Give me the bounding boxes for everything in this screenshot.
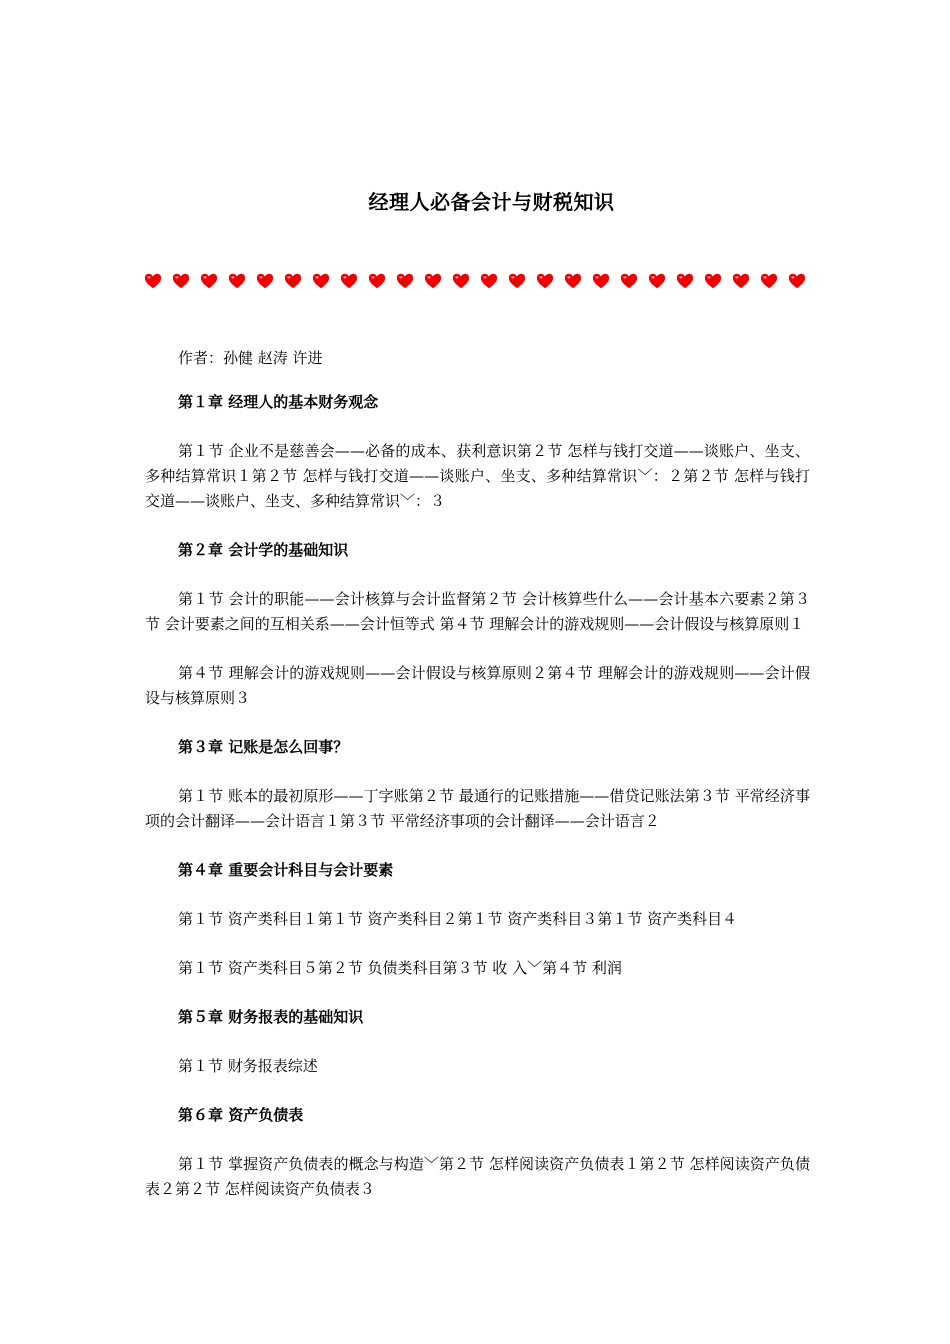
section-paragraph: 第４节 理解会计的游戏规则——会计假设与核算原则２第４节 理解会计的游戏规则——会计假设与核算原则３ [145,664,810,707]
chapter-heading: 第６章 资产负债表 [178,1106,304,1124]
heart-icon [788,272,806,290]
heart-icon [480,272,498,290]
heart-icon [732,272,750,290]
heart-icon [228,272,246,290]
chapter-heading: 第１章 经理人的基本财务观念 [178,393,379,411]
document-title: 经理人必备会计与财税知识 [368,190,615,214]
heart-icon [592,272,610,290]
heart-icon [648,272,666,290]
heart-icon [256,272,274,290]
heart-icon [620,272,638,290]
chapter-heading: 第２章 会计学的基础知识 [178,541,349,559]
heart-icon [704,272,722,290]
heart-icon [396,272,414,290]
heart-icon [312,272,330,290]
heart-icon [760,272,778,290]
heart-icon [172,272,190,290]
chapter-heading: 第３章 记账是怎么回事？ [178,738,349,756]
heart-icon [676,272,694,290]
section-paragraph: 第１节 资产类科目５第２节 负债类科目第３节 收 入﹀第４节 利润 [178,959,622,977]
heart-icon [508,272,526,290]
heart-icon [564,272,582,290]
heart-icon [284,272,302,290]
heart-icon [340,272,358,290]
author-line: 作者：孙健 赵涛 许进 [178,349,323,367]
section-paragraph: 第１节 企业不是慈善会——必备的成本、获利意识第２节 怎样与钱打交道——谈账户、坐支、多种结算常识１第２节 怎样与钱打交道——谈账户、坐支、多种结算常识﹀：２第２节 怎样与钱打交道——谈账户、坐支、多种结算常识﹀：３ [145,442,810,510]
section-paragraph: 第１节 账本的最初原形——丁字账第２节 最通行的记账措施——借贷记账法第３节 平常经济事项的会计翻译——会计语言１第３节 平常经济事项的会计翻译——会计语言２ [145,787,810,830]
heart-icon [144,272,162,290]
heart-icon [200,272,218,290]
section-paragraph: 第１节 资产类科目１第１节 资产类科目２第１节 资产类科目３第１节 资产类科目４ [178,910,738,928]
section-paragraph: 第１节 掌握资产负债表的概念与构造﹀第２节 怎样阅读资产负债表１第２节 怎样阅读资产负债表２第２节 怎样阅读资产负债表３ [145,1155,810,1198]
heart-divider [144,272,808,294]
heart-icon [452,272,470,290]
chapter-heading: 第５章 财务报表的基础知识 [178,1008,364,1026]
heart-icon [536,272,554,290]
heart-icon [368,272,386,290]
chapter-heading: 第４章 重要会计科目与会计要素 [178,861,394,879]
section-paragraph: 第１节 财务报表综述 [178,1057,318,1075]
document-body [145,346,810,1226]
heart-icon [424,272,442,290]
section-paragraph: 第１节 会计的职能——会计核算与会计监督第２节 会计核算些什么——会计基本六要素２第３节 会计要素之间的互相关系——会计恒等式 第４节 理解会计的游戏规则——会计假设与核算原则１ [145,590,810,633]
